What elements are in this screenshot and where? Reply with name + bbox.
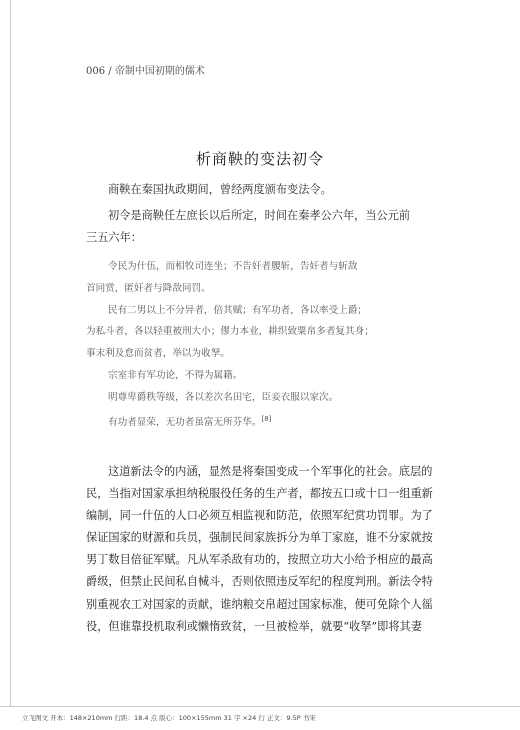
intro-line: 商鞅在秦国执政期间，曾经两度颁布变法令。 <box>108 183 332 196</box>
quote-line: 令民为什伍，而相牧司连坐；不告奸者腰斩，告奸者与斩敌 <box>108 261 358 272</box>
quote-line: 宗室非有军功论，不得为属籍。 <box>108 369 243 381</box>
page-trim-line-vertical <box>10 0 11 706</box>
body-line: 编制，同一什伍的人口必须互相监视和防范，依照军纪赏功罚罪。为了 <box>86 509 433 523</box>
intro-paragraph-1 <box>86 179 332 201</box>
body-line: 男丁数目倍征军赋。凡从军杀敌有功的，按照立功大小给予相应的最高 <box>86 553 433 567</box>
intro-line: 初令是商鞅任左庶长以后所定，时间在秦孝公六年，当公元前 <box>108 209 411 222</box>
body-line: 保证国家的财源和兵员，强制民间家族拆分为单丁家庭，谁不分家就按 <box>86 531 433 545</box>
running-head: 006 / 帝制中国初期的儒术 <box>86 66 205 77</box>
body-paragraph <box>86 461 433 638</box>
intro-line: 三五六年： <box>86 231 142 244</box>
body-line: 役，但谁靠投机取利或懒惰致贫，一旦被检举，就要“收孥”即将其妻 <box>86 619 422 633</box>
body-line: 这道新法令的内涵，显然是将秦国变成一个军事化的社会。底层的 <box>108 465 433 478</box>
body-line: 别重视农工对国家的贡献，谁纳粮交帛超过国家标准，便可免除个人徭 <box>86 597 433 611</box>
quoted-decree <box>86 256 374 433</box>
quote-line: 民有二男以上不分异者，倍其赋；有军功者，各以率受上爵； <box>108 304 368 316</box>
quote-line: 明尊卑爵秩等级，各以差次名田宅，臣妾衣服以家次。 <box>108 391 339 403</box>
quote-last-text: 有功者显荣，无功者虽富无所芬华。 <box>108 416 262 428</box>
intro-paragraph-2 <box>86 205 410 249</box>
footnote-marker[interactable]: [8] <box>261 414 272 423</box>
quote-line: 为私斗者，各以轻重被刑大小；僇力本业，耕织致粟帛多者复其身； <box>86 326 374 338</box>
body-line: 爵级，但禁止民间私自械斗，否则依照违反军纪的程度判刑。新法令特 <box>86 575 433 589</box>
page-trim-line-horizontal <box>0 706 520 707</box>
quote-line: 事末利及怠而贫者，举以为收孥。 <box>86 348 230 360</box>
quote-line: 首同赏，匿奸者与降敌同罚。 <box>86 282 211 294</box>
quote-line <box>86 409 374 434</box>
body-line: 民，当指对国家承担纳税服役任务的生产者，都按五口或十口一组重新 <box>86 487 433 501</box>
print-spec-footer: 立飞图文 开本：148×210mm 行距：18.4 点 版心：100×155mm 31 字 ×24 行 正文：9.5P 书宋 <box>22 714 316 722</box>
chapter-title: 析商鞅的变法初令 <box>195 150 324 168</box>
